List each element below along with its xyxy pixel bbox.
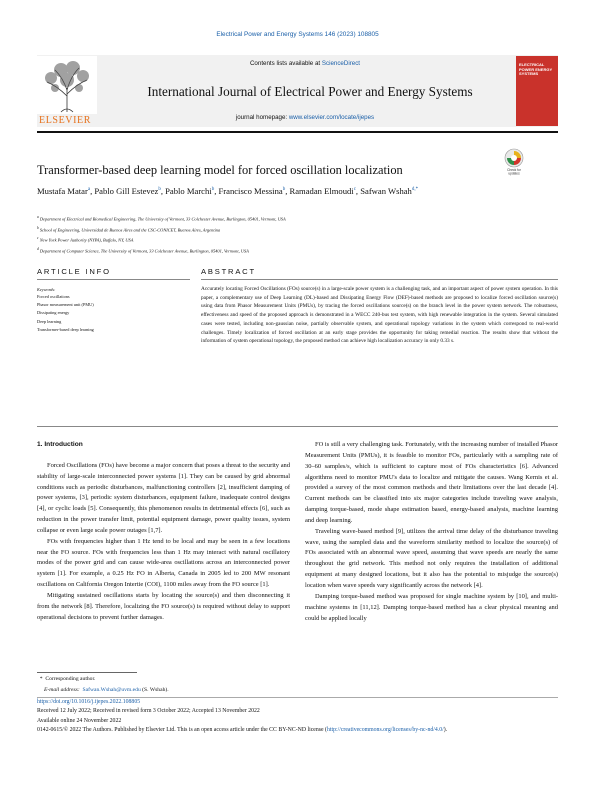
abstract-text: Accurately locating Forced Oscillations (FOs) source(s) in a large-scale power system is a challenging task, and an important aspect of power system operation. In this paper, a complementary use of Deep Learning (DL)-based and Dissipating Energy Flow (DEF)-based methods are proposed to localize forced oscillation source(s) using data from Phasor Measurement Units (PMUs), by tracing the forced oscillations source(s) on the branch level in the power system network. The robustness, effectiveness and speed of the proposed approach is demonstrated in a WECC 240-bus test system, with high renewable integration in the system. Several simulated cases were tested, including non-gaussian noise, partially observable system, and operational topology variations in the system which correspond to real-world challenges. Timely localization of forced oscillation at an early stage provides the opportunity for taking remedial reaction. The results show that without the information of system operational topology, the proposed method can achieve high localization accuracy in only 0.33 s.	[201, 286, 558, 345]
body-column-left	[37, 440, 290, 624]
license-link[interactable]: http://creativecommons.org/licenses/by-nc-nd/4.0/	[326, 727, 444, 734]
body-column-right	[305, 440, 558, 624]
keyword: Dissipating energy	[37, 310, 70, 316]
keyword: Phasor measurement unit (PMU)	[37, 302, 94, 308]
abstract-heading: ABSTRACT	[201, 267, 256, 276]
author[interactable]: Francisco Messina$^b$	[218, 185, 286, 196]
elsevier-wordmark: ELSEVIER	[39, 115, 92, 126]
author[interactable]: Pablo Marchi$^b$	[165, 185, 215, 196]
check-for-updates-icon[interactable]	[503, 148, 525, 176]
body-paragraph: Forced Oscillations (FOs) have become a major concern that poses a threat to the security and stability of large-scale interconnected power systems [1]. They can be caused by grid abnormal conditions such as periodic disturbances, malfunctioning controllers [2], insufficient damping of power systems, [3], periodic system disturbances, equipment failure, inadequate control designs [4], or cyclic loads [5]. Consequently, this phenomenon results in detrimental effects [6], such as reduction in the power transfer limit, potential equipment damage, power quality issues, system collapse or even large scale power outages [1,7].	[37, 461, 290, 534]
license-line: 0142-0615/© 2022 The Authors. Published by Elsevier Ltd. This is an open access article under the CC BY-NC-ND license (http://creativecommons.org/licenses/by-nc-nd/4.0/).	[37, 727, 448, 734]
homepage-link[interactable]: www.elsevier.com/locate/ijepes	[288, 114, 375, 121]
received-dates: Received 12 July 2022; Received in revised form 3 October 2022; Accepted 13 November 2022	[37, 708, 260, 715]
journal-reference[interactable]: Electrical Power and Energy Systems 146 (2023) 108805	[216, 31, 379, 38]
keyword: Deep learning	[37, 318, 62, 324]
header-divider	[37, 131, 558, 133]
contents-prefix: Contents lists available at	[249, 60, 322, 67]
journal-cover-text: ELECTRICAL POWER ENERGY SYSTEMS	[519, 62, 553, 77]
svg-text:updates: updates	[508, 171, 520, 176]
keywords-label: Keywords:	[37, 287, 56, 292]
body-paragraph: FO is still a very challenging task. Fortunately, with the increasing number of installed Phasor Measurement Units (PMUs), it is feasible to monitor FOs, particularly with a sampling rate of 30–60 samples/s, which is sufficient to capture most of FOs characteristics [6]. Advanced algorithms need to monitor PMU's data to localize and mitigate the causes. Wang Kernis et al. provided a survey of the most common methods and their limitations over the last decade [4]. Current methods can be classified into six major categories include traveling wave analysis, damping torque-based, mode shape estimation based, energy-based analysis, machine learning and deep learning.	[305, 441, 558, 524]
body-paragraph: Mitigating sustained oscillations starts by locating the source(s) and then disconnecting it from the network [8]. Therefore, localizing the FO source(s) is required without delay to support operational decisions to prevent further damages.	[37, 591, 290, 621]
affiliation: $^a$ Department of Electrical and Biomedical Engineering, The University of Vermont, 33 Colchester Avenue, Burlington, 05401, Vermont, USA	[37, 215, 286, 222]
journal-homepage-line	[110, 114, 500, 121]
homepage-prefix: journal homepage:	[235, 114, 289, 121]
keyword: Forced oscillations	[37, 294, 70, 299]
doi-link[interactable]: https://doi.org/10.1016/j.ijepes.2022.108805	[37, 699, 141, 705]
keyword-list	[37, 293, 187, 334]
article-title: Transformer-based deep learning model for forced oscillation localization	[37, 163, 403, 177]
article-info-divider	[37, 279, 190, 280]
affiliation: $^c$ New York Power Authority (NYPA), Buffalo, NY, USA	[37, 236, 134, 243]
abstract-divider	[201, 279, 558, 280]
email-link[interactable]: Safwan.Wshah@uvm.edu	[82, 687, 141, 694]
keyword: Transformer-based deep learning	[37, 326, 94, 332]
journal-title: International Journal of Electrical Power and Energy Systems	[147, 84, 473, 99]
author[interactable]: Pablo Gill Estevez$^b$	[94, 185, 161, 196]
abstract-bottom-divider	[37, 426, 558, 427]
author-list: Mustafa Matar$^a$, Pablo Gill Estevez$^b$, Pablo Marchi$^b$, Francisco Messina$^b$, Ramadan Elmoudi$^c$, Safwan Wshah$^{d,*}$	[37, 185, 419, 196]
section-heading: 1. Introduction	[37, 441, 83, 448]
body-paragraph: Damping torque-based method was proposed for single machine system by [10], and multi-machine systems in [11,12]. Damping torque-based method has a clear physical meaning and could be applied locally	[305, 592, 558, 622]
corresponding-author-note: * Corresponding author.	[39, 676, 96, 682]
author[interactable]: Safwan Wshah$^{d,*}$	[360, 185, 419, 196]
author[interactable]: Ramadan Elmoudi$^c$	[289, 185, 356, 196]
affiliation: $^d$ Department of Computer Science, The University of Vermont, 33 Colchester Avenue, Burlington, 05401, Vermont, USA	[37, 247, 249, 254]
available-online: Available online 24 November 2022	[37, 717, 122, 724]
affiliation: $^b$ School of Engineering, Universidad de Buenos Aires and the CSC-CONICET, Buenos Aires, Argentina	[37, 225, 221, 233]
affiliations	[37, 213, 557, 256]
body-paragraph: Traveling wave-based method [9], utilizes the arrival time delay of the disturbance traveling wave, using the sampled data and the waveform similarity method to localize the source(s) of FOs associated with an abnormal wave speed, assuming that wave speeds are nearly the same throughout the grid network. This method not only requires the installation of additional equipment at many designed locations, but it also has the potential to misjudge the source(s) location when wave speeds vary significantly across the network [4].	[305, 527, 558, 589]
publication-info	[37, 698, 558, 736]
email-line: E-mail address: Safwan.Wshah@uvm.edu (S. Wshah).	[44, 687, 169, 694]
article-info-heading: ARTICLE INFO	[37, 267, 111, 276]
footnote-divider	[37, 672, 137, 673]
body-paragraph: FOs with frequencies higher than 1 Hz tend to be local and may be seen in a few locations near the FO source. FOs with frequencies less than 1 Hz may interact with natural oscillatory modes of the power grid and can cause wide-area oscillations across an interconnected power system [1]. For example, a 0.25 Hz FO in Alberta, Canada in 2005 led to 200 MW resonant oscillations on California Oregon Intertie (COI), 1100 miles away from the FO source [1].	[37, 537, 290, 589]
sciencedirect-link[interactable]: ScienceDirect	[321, 60, 361, 67]
footnote	[37, 674, 337, 697]
svg-text:Check for: Check for	[507, 168, 521, 172]
author[interactable]: Mustafa Matar$^a$	[37, 185, 91, 196]
contents-line	[110, 60, 500, 67]
